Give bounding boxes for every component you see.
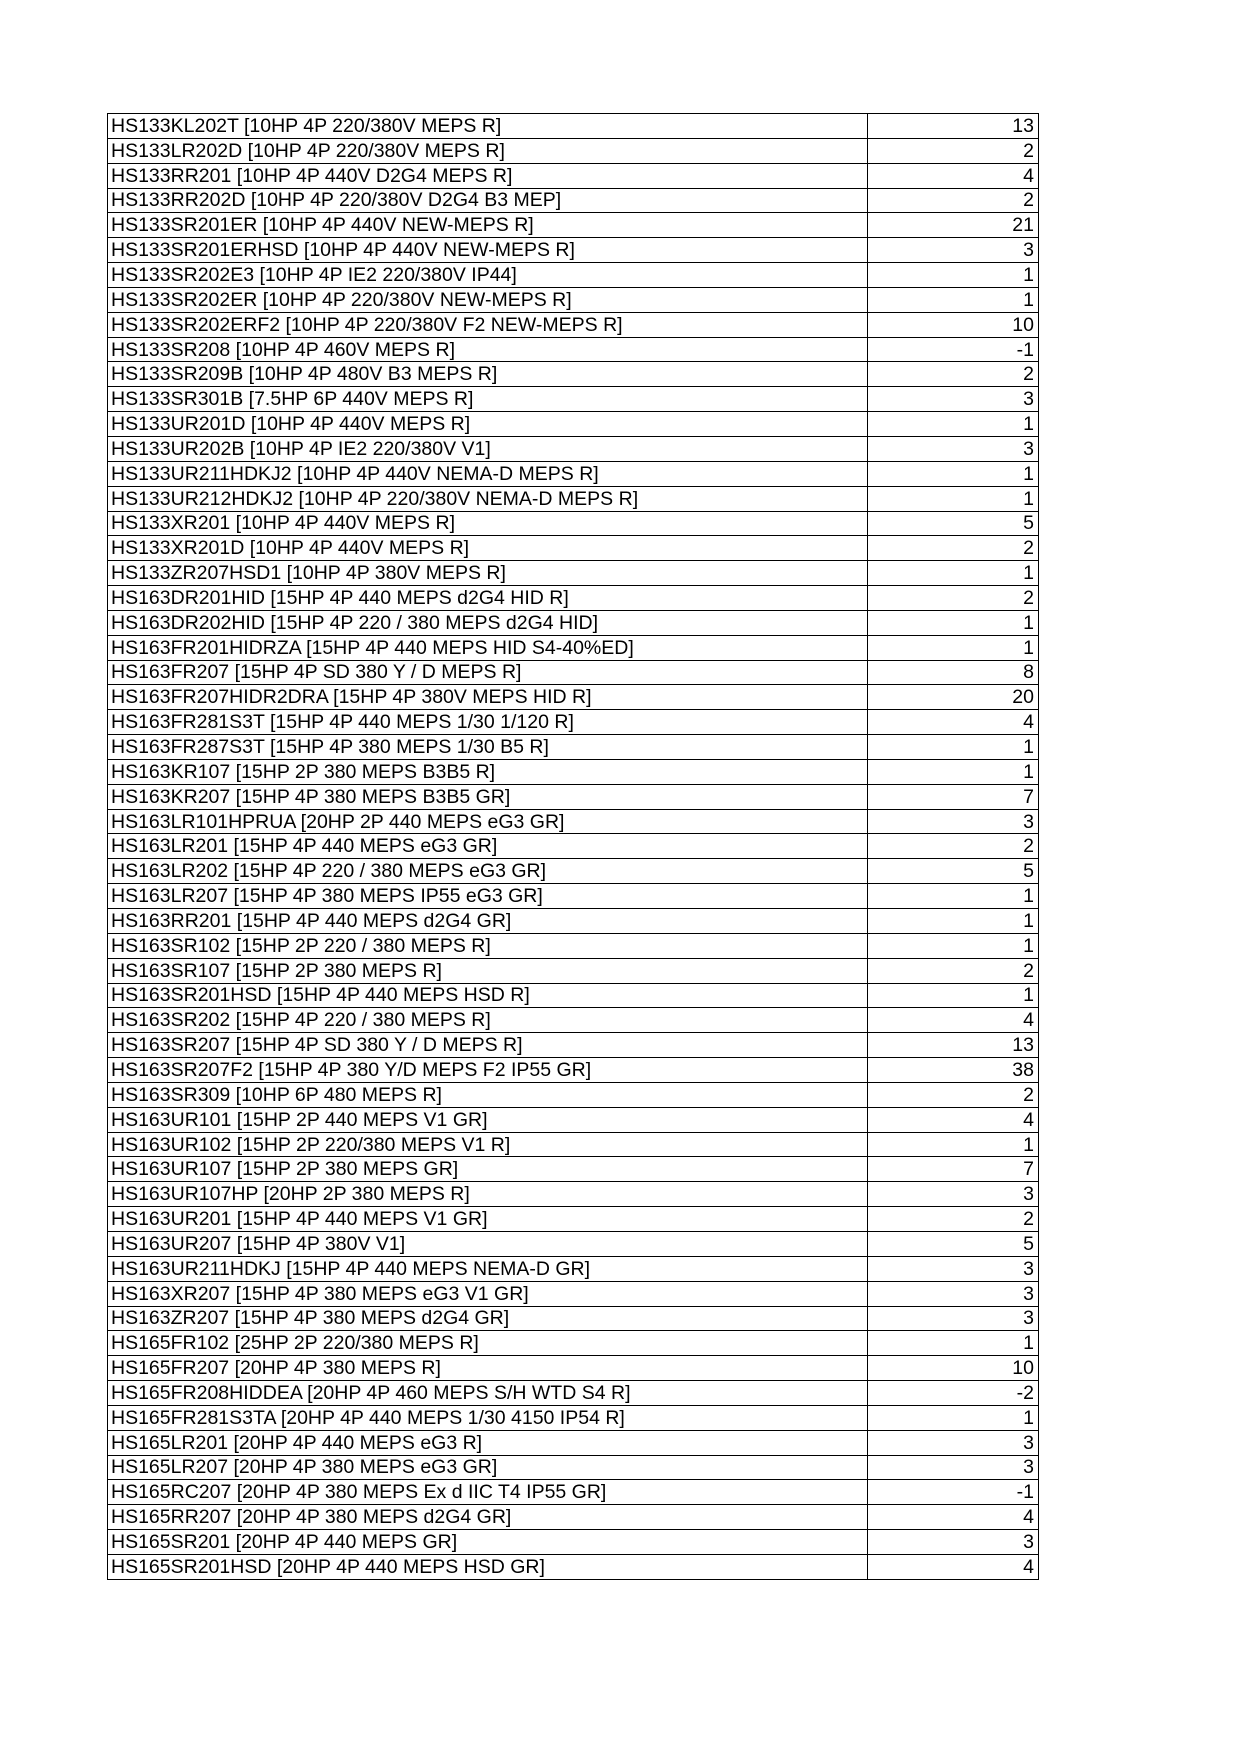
item-quantity-cell: 4 xyxy=(868,710,1039,735)
item-description-cell: HS133UR201D [10HP 4P 440V MEPS R] xyxy=(108,412,868,437)
item-quantity-cell: 4 xyxy=(868,1008,1039,1033)
item-description-cell: HS163UR201 [15HP 4P 440 MEPS V1 GR] xyxy=(108,1207,868,1232)
table-row xyxy=(108,1331,1039,1356)
table-row xyxy=(108,213,1039,238)
item-quantity-cell: 2 xyxy=(868,1082,1039,1107)
table-row xyxy=(108,735,1039,760)
item-quantity-cell: 2 xyxy=(868,536,1039,561)
item-description-cell: HS163SR102 [15HP 2P 220 / 380 MEPS R] xyxy=(108,933,868,958)
item-description-cell: HS133SR202ER [10HP 4P 220/380V NEW-MEPS R] xyxy=(108,287,868,312)
item-description-cell: HS163FR281S3T [15HP 4P 440 MEPS 1/30 1/120 R] xyxy=(108,710,868,735)
item-description-cell: HS133RR201 [10HP 4P 440V D2G4 MEPS R] xyxy=(108,163,868,188)
item-description-cell: HS133XR201 [10HP 4P 440V MEPS R] xyxy=(108,511,868,536)
item-description-cell: HS163DR202HID [15HP 4P 220 / 380 MEPS d2G4 HID] xyxy=(108,610,868,635)
table-row xyxy=(108,710,1039,735)
item-description-cell: HS133KL202T [10HP 4P 220/380V MEPS R] xyxy=(108,114,868,139)
table-row xyxy=(108,1480,1039,1505)
item-quantity-cell: 1 xyxy=(868,1331,1039,1356)
item-description-cell: HS163FR207 [15HP 4P SD 380 Y / D MEPS R] xyxy=(108,660,868,685)
table-row xyxy=(108,834,1039,859)
inventory-table xyxy=(107,113,1039,1580)
item-description-cell: HS133UR211HDKJ2 [10HP 4P 440V NEMA-D MEPS R] xyxy=(108,461,868,486)
item-quantity-cell: 4 xyxy=(868,1505,1039,1530)
item-description-cell: HS163LR101HPRUA [20HP 2P 440 MEPS eG3 GR] xyxy=(108,809,868,834)
item-description-cell: HS163LR202 [15HP 4P 220 / 380 MEPS eG3 GR] xyxy=(108,859,868,884)
item-description-cell: HS133XR201D [10HP 4P 440V MEPS R] xyxy=(108,536,868,561)
item-quantity-cell: 1 xyxy=(868,263,1039,288)
item-quantity-cell: 13 xyxy=(868,114,1039,139)
table-row xyxy=(108,660,1039,685)
table-row xyxy=(108,1505,1039,1530)
item-description-cell: HS163UR102 [15HP 2P 220/380 MEPS V1 R] xyxy=(108,1132,868,1157)
item-description-cell: HS133SR202ERF2 [10HP 4P 220/380V F2 NEW-MEPS R] xyxy=(108,312,868,337)
table-row xyxy=(108,784,1039,809)
table-row xyxy=(108,1430,1039,1455)
item-description-cell: HS133UR202B [10HP 4P IE2 220/380V V1] xyxy=(108,436,868,461)
item-description-cell: HS163XR207 [15HP 4P 380 MEPS eG3 V1 GR] xyxy=(108,1281,868,1306)
item-quantity-cell: 8 xyxy=(868,660,1039,685)
item-quantity-cell: 2 xyxy=(868,188,1039,213)
item-description-cell: HS163LR207 [15HP 4P 380 MEPS IP55 eG3 GR] xyxy=(108,884,868,909)
item-description-cell: HS163SR207F2 [15HP 4P 380 Y/D MEPS F2 IP55 GR] xyxy=(108,1058,868,1083)
item-quantity-cell: 1 xyxy=(868,486,1039,511)
item-description-cell: HS163SR202 [15HP 4P 220 / 380 MEPS R] xyxy=(108,1008,868,1033)
table-row xyxy=(108,1082,1039,1107)
item-quantity-cell: 5 xyxy=(868,511,1039,536)
inventory-table-body xyxy=(108,114,1039,1580)
item-quantity-cell: 1 xyxy=(868,1132,1039,1157)
table-row xyxy=(108,1033,1039,1058)
table-row xyxy=(108,635,1039,660)
item-quantity-cell: 38 xyxy=(868,1058,1039,1083)
item-quantity-cell: 7 xyxy=(868,1157,1039,1182)
item-quantity-cell: 4 xyxy=(868,163,1039,188)
item-description-cell: HS165LR201 [20HP 4P 440 MEPS eG3 R] xyxy=(108,1430,868,1455)
table-row xyxy=(108,909,1039,934)
item-quantity-cell: 3 xyxy=(868,1256,1039,1281)
table-row xyxy=(108,486,1039,511)
table-row xyxy=(108,958,1039,983)
item-quantity-cell: 13 xyxy=(868,1033,1039,1058)
item-description-cell: HS163UR107 [15HP 2P 380 MEPS GR] xyxy=(108,1157,868,1182)
table-row xyxy=(108,1207,1039,1232)
item-quantity-cell: 1 xyxy=(868,412,1039,437)
item-quantity-cell: 1 xyxy=(868,759,1039,784)
item-quantity-cell: 10 xyxy=(868,312,1039,337)
item-quantity-cell: 3 xyxy=(868,1281,1039,1306)
table-row xyxy=(108,1455,1039,1480)
item-quantity-cell: 1 xyxy=(868,610,1039,635)
item-quantity-cell: 1 xyxy=(868,933,1039,958)
item-quantity-cell: 1 xyxy=(868,461,1039,486)
table-row xyxy=(108,933,1039,958)
table-row xyxy=(108,1530,1039,1555)
item-quantity-cell: 20 xyxy=(868,685,1039,710)
item-description-cell: HS163KR107 [15HP 2P 380 MEPS B3B5 R] xyxy=(108,759,868,784)
item-quantity-cell: -1 xyxy=(868,337,1039,362)
item-description-cell: HS133LR202D [10HP 4P 220/380V MEPS R] xyxy=(108,138,868,163)
table-row xyxy=(108,1554,1039,1579)
item-description-cell: HS163KR207 [15HP 4P 380 MEPS B3B5 GR] xyxy=(108,784,868,809)
table-row xyxy=(108,1182,1039,1207)
table-row xyxy=(108,387,1039,412)
table-row xyxy=(108,610,1039,635)
item-description-cell: HS133SR208 [10HP 4P 460V MEPS R] xyxy=(108,337,868,362)
item-quantity-cell: 4 xyxy=(868,1107,1039,1132)
item-quantity-cell: 2 xyxy=(868,362,1039,387)
item-description-cell: HS163UR107HP [20HP 2P 380 MEPS R] xyxy=(108,1182,868,1207)
item-description-cell: HS163FR287S3T [15HP 4P 380 MEPS 1/30 B5 R] xyxy=(108,735,868,760)
table-row xyxy=(108,436,1039,461)
table-row xyxy=(108,859,1039,884)
table-row xyxy=(108,1306,1039,1331)
item-quantity-cell: 4 xyxy=(868,1554,1039,1579)
table-row xyxy=(108,1157,1039,1182)
item-quantity-cell: 1 xyxy=(868,983,1039,1008)
item-quantity-cell: 5 xyxy=(868,1231,1039,1256)
item-description-cell: HS163ZR207 [15HP 4P 380 MEPS d2G4 GR] xyxy=(108,1306,868,1331)
table-row xyxy=(108,163,1039,188)
table-row xyxy=(108,1281,1039,1306)
item-quantity-cell: 2 xyxy=(868,834,1039,859)
item-description-cell: HS165RR207 [20HP 4P 380 MEPS d2G4 GR] xyxy=(108,1505,868,1530)
item-quantity-cell: 7 xyxy=(868,784,1039,809)
item-quantity-cell: 1 xyxy=(868,561,1039,586)
table-row xyxy=(108,337,1039,362)
table-row xyxy=(108,1107,1039,1132)
item-description-cell: HS163SR107 [15HP 2P 380 MEPS R] xyxy=(108,958,868,983)
table-row xyxy=(108,1231,1039,1256)
table-row xyxy=(108,238,1039,263)
item-quantity-cell: 3 xyxy=(868,809,1039,834)
item-quantity-cell: 1 xyxy=(868,909,1039,934)
item-description-cell: HS165FR102 [25HP 2P 220/380 MEPS R] xyxy=(108,1331,868,1356)
table-row xyxy=(108,1008,1039,1033)
item-quantity-cell: 3 xyxy=(868,1530,1039,1555)
item-description-cell: HS163SR309 [10HP 6P 480 MEPS R] xyxy=(108,1082,868,1107)
item-description-cell: HS133UR212HDKJ2 [10HP 4P 220/380V NEMA-D MEPS R] xyxy=(108,486,868,511)
table-row xyxy=(108,362,1039,387)
item-description-cell: HS163UR211HDKJ [15HP 4P 440 MEPS NEMA-D GR] xyxy=(108,1256,868,1281)
item-description-cell: HS165LR207 [20HP 4P 380 MEPS eG3 GR] xyxy=(108,1455,868,1480)
item-description-cell: HS163LR201 [15HP 4P 440 MEPS eG3 GR] xyxy=(108,834,868,859)
item-description-cell: HS163FR207HIDR2DRA [15HP 4P 380V MEPS HID R] xyxy=(108,685,868,710)
table-row xyxy=(108,1405,1039,1430)
table-row xyxy=(108,138,1039,163)
item-description-cell: HS163UR101 [15HP 2P 440 MEPS V1 GR] xyxy=(108,1107,868,1132)
item-description-cell: HS165FR208HIDDEA [20HP 4P 460 MEPS S/H WTD S4 R] xyxy=(108,1381,868,1406)
item-quantity-cell: 2 xyxy=(868,138,1039,163)
table-row xyxy=(108,586,1039,611)
item-description-cell: HS163DR201HID [15HP 4P 440 MEPS d2G4 HID R] xyxy=(108,586,868,611)
item-description-cell: HS165SR201HSD [20HP 4P 440 MEPS HSD GR] xyxy=(108,1554,868,1579)
item-quantity-cell: 2 xyxy=(868,1207,1039,1232)
item-quantity-cell: 5 xyxy=(868,859,1039,884)
item-description-cell: HS163SR207 [15HP 4P SD 380 Y / D MEPS R] xyxy=(108,1033,868,1058)
item-description-cell: HS163FR201HIDRZA [15HP 4P 440 MEPS HID S4-40%ED] xyxy=(108,635,868,660)
item-quantity-cell: 3 xyxy=(868,238,1039,263)
table-row xyxy=(108,759,1039,784)
table-row xyxy=(108,1058,1039,1083)
table-row xyxy=(108,114,1039,139)
item-quantity-cell: 3 xyxy=(868,436,1039,461)
item-description-cell: HS133SR209B [10HP 4P 480V B3 MEPS R] xyxy=(108,362,868,387)
table-row xyxy=(108,561,1039,586)
item-quantity-cell: 3 xyxy=(868,387,1039,412)
item-quantity-cell: 2 xyxy=(868,958,1039,983)
item-description-cell: HS163UR207 [15HP 4P 380V V1] xyxy=(108,1231,868,1256)
item-quantity-cell: 1 xyxy=(868,1405,1039,1430)
item-description-cell: HS165FR207 [20HP 4P 380 MEPS R] xyxy=(108,1356,868,1381)
table-row xyxy=(108,511,1039,536)
table-row xyxy=(108,312,1039,337)
table-row xyxy=(108,983,1039,1008)
table-row xyxy=(108,685,1039,710)
table-row xyxy=(108,884,1039,909)
table-row xyxy=(108,287,1039,312)
item-quantity-cell: 2 xyxy=(868,586,1039,611)
item-quantity-cell: 3 xyxy=(868,1182,1039,1207)
table-row xyxy=(108,536,1039,561)
item-quantity-cell: 3 xyxy=(868,1306,1039,1331)
table-row xyxy=(108,1356,1039,1381)
item-description-cell: HS163RR201 [15HP 4P 440 MEPS d2G4 GR] xyxy=(108,909,868,934)
item-quantity-cell: 1 xyxy=(868,635,1039,660)
item-description-cell: HS133SR202E3 [10HP 4P IE2 220/380V IP44] xyxy=(108,263,868,288)
table-row xyxy=(108,1256,1039,1281)
table-row xyxy=(108,461,1039,486)
item-quantity-cell: 21 xyxy=(868,213,1039,238)
item-description-cell: HS133RR202D [10HP 4P 220/380V D2G4 B3 MEP] xyxy=(108,188,868,213)
item-description-cell: HS165FR281S3TA [20HP 4P 440 MEPS 1/30 4150 IP54 R] xyxy=(108,1405,868,1430)
item-description-cell: HS133SR301B [7.5HP 6P 440V MEPS R] xyxy=(108,387,868,412)
table-row xyxy=(108,263,1039,288)
table-row xyxy=(108,809,1039,834)
item-description-cell: HS133SR201ER [10HP 4P 440V NEW-MEPS R] xyxy=(108,213,868,238)
item-quantity-cell: 1 xyxy=(868,884,1039,909)
table-row xyxy=(108,412,1039,437)
table-row xyxy=(108,1132,1039,1157)
item-quantity-cell: 1 xyxy=(868,287,1039,312)
item-description-cell: HS165SR201 [20HP 4P 440 MEPS GR] xyxy=(108,1530,868,1555)
item-quantity-cell: 10 xyxy=(868,1356,1039,1381)
item-quantity-cell: 3 xyxy=(868,1430,1039,1455)
item-description-cell: HS163SR201HSD [15HP 4P 440 MEPS HSD R] xyxy=(108,983,868,1008)
item-quantity-cell: -1 xyxy=(868,1480,1039,1505)
item-quantity-cell: 1 xyxy=(868,735,1039,760)
item-description-cell: HS133SR201ERHSD [10HP 4P 440V NEW-MEPS R] xyxy=(108,238,868,263)
table-row xyxy=(108,1381,1039,1406)
table-row xyxy=(108,188,1039,213)
item-quantity-cell: -2 xyxy=(868,1381,1039,1406)
item-description-cell: HS133ZR207HSD1 [10HP 4P 380V MEPS R] xyxy=(108,561,868,586)
item-description-cell: HS165RC207 [20HP 4P 380 MEPS Ex d IIC T4 IP55 GR] xyxy=(108,1480,868,1505)
item-quantity-cell: 3 xyxy=(868,1455,1039,1480)
